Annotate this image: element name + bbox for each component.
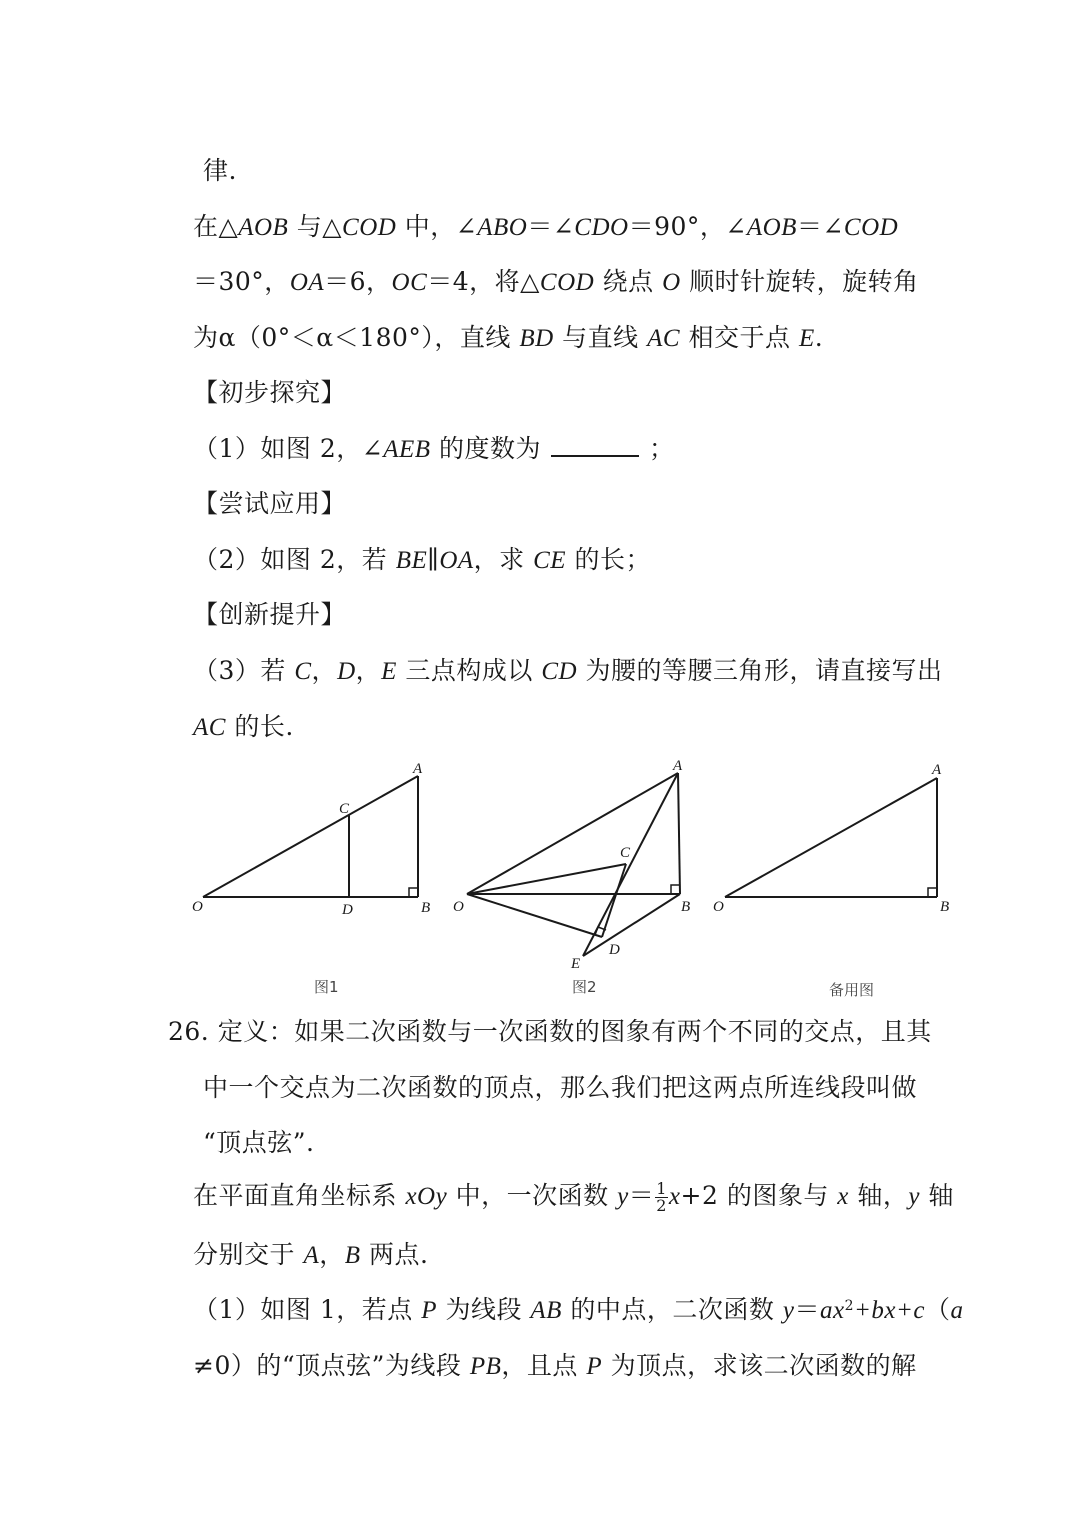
fig2-label-o: O bbox=[453, 899, 464, 915]
q26-line-4: 在平面直角坐标系 xOy 中，一次函数 y＝ $\frac{1}{2}$ x+2 的图象与 x 轴，y 轴 bbox=[193, 1179, 954, 1215]
q26-line-2: 中一个交点为二次函数的顶点，那么我们把这两点所连线段叫做 bbox=[203, 1073, 918, 1102]
q26-line-6: （1）如图 1，若点 P 为线段 AB 的中点，二次函数 $y=ax^2+bx+c(a$ bbox=[193, 1295, 964, 1324]
fig3-label-o: O bbox=[713, 899, 724, 915]
fig1-label-d: D bbox=[342, 902, 353, 918]
figure-2-lines bbox=[467, 773, 680, 956]
fig2-label-c: C bbox=[620, 845, 631, 861]
fig1-label-b: B bbox=[421, 900, 431, 916]
figure-3-caption: 备用图 bbox=[829, 981, 875, 999]
fig1-label-o: O bbox=[192, 899, 203, 915]
figure-3-lines bbox=[725, 778, 937, 897]
fraction-one-half: $\frac{1}{2}$ bbox=[656, 1179, 667, 1215]
fig2-label-d: D bbox=[609, 942, 620, 958]
figure-1-lines bbox=[203, 776, 418, 897]
fig3-label-a: A bbox=[932, 762, 942, 778]
fig3-label-b: B bbox=[940, 899, 950, 915]
q26-line-1: 26. 定义：如果二次函数与一次函数的图象有两个不同的交点，且其 bbox=[168, 1017, 932, 1046]
section-heading-apply: 【尝试应用】 bbox=[193, 489, 347, 518]
figure-1-caption: 图1 bbox=[314, 978, 339, 996]
section-heading-explore: 【初步探究】 bbox=[193, 378, 347, 407]
fig2-label-a: A bbox=[673, 758, 683, 774]
fig1-label-c: C bbox=[339, 801, 350, 817]
question-part-3-cont: AC 的长. bbox=[193, 712, 294, 741]
text-line-1: 在△AOB 与△COD 中，∠ABO＝∠CDO＝90°，∠AOB＝∠COD bbox=[193, 212, 899, 241]
fig2-label-b: B bbox=[681, 899, 691, 915]
q26-line-7: ≠0）的“顶点弦”为线段 PB，且点 P 为顶点，求该二次函数的解 bbox=[193, 1351, 917, 1380]
text-line-3: 为α（0°＜α＜180°），直线 BD 与直线 AC 相交于点 E. bbox=[193, 323, 824, 352]
fig2-label-e: E bbox=[571, 956, 581, 972]
fig1-label-a: A bbox=[413, 761, 423, 777]
q26-line-5: 分别交于 A，B 两点. bbox=[193, 1240, 429, 1269]
text-line-0: 律. bbox=[203, 156, 237, 185]
section-heading-innovate: 【创新提升】 bbox=[193, 600, 347, 629]
question-part-2: （2）如图 2，若 BE∥OA，求 CE 的长； bbox=[193, 545, 652, 574]
question-part-1: （1）如图 2，∠AEB 的度数为 ； bbox=[193, 434, 675, 463]
question-part-3: （3）若 C，D，E 三点构成以 CD 为腰的等腰三角形，请直接写出 bbox=[193, 656, 943, 685]
q26-line-3: “顶点弦”. bbox=[203, 1128, 315, 1157]
figure-2-caption: 图2 bbox=[572, 978, 597, 996]
text-line-2: ＝30°，OA＝6，OC＝4，将△COD 绕点 O 顺时针旋转，旋转角 bbox=[193, 267, 919, 296]
